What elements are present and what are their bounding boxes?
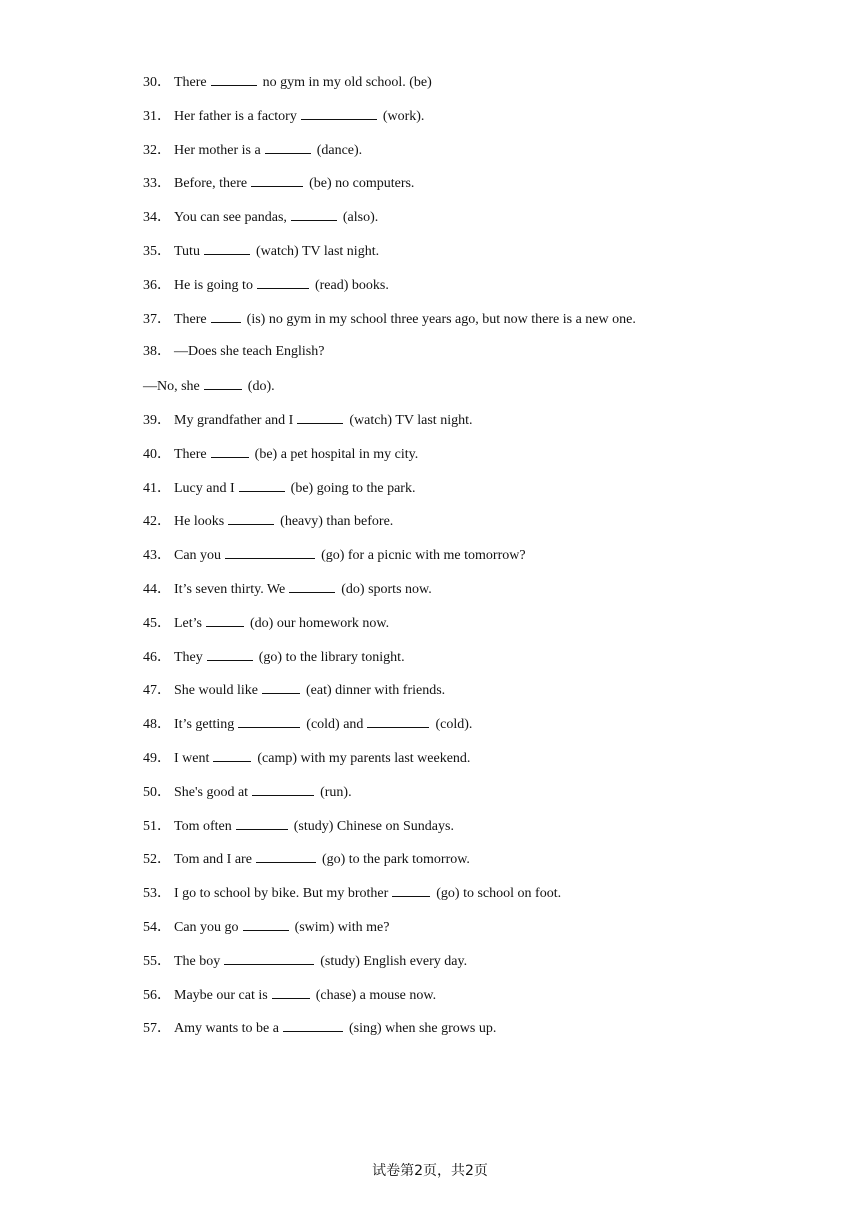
question-number: 35． — [143, 243, 171, 259]
question-text-after: (run). — [320, 784, 352, 800]
question-item — [143, 816, 823, 850]
question-item — [143, 613, 823, 647]
question-item — [143, 579, 823, 613]
answer-blank[interactable] — [283, 1018, 343, 1032]
answer-blank[interactable] — [239, 478, 285, 492]
question-item — [143, 376, 823, 410]
answer-blank[interactable] — [257, 275, 309, 289]
question-text-before: Her father is a factory — [174, 108, 297, 124]
question-item — [143, 444, 823, 478]
answer-blank[interactable] — [301, 106, 377, 120]
question-text-after: (dance). — [316, 142, 363, 158]
question-number: 32． — [143, 142, 171, 158]
question-text-after: (swim) with me? — [294, 919, 390, 935]
question-item — [143, 511, 823, 545]
question-number: 43． — [143, 548, 171, 564]
question-text-before: Can you — [174, 548, 222, 564]
answer-blank[interactable] — [243, 917, 289, 931]
question-text-before: Tutu — [174, 243, 200, 259]
question-item — [143, 140, 823, 174]
answer-blank[interactable] — [206, 613, 244, 627]
question-number: 52． — [143, 852, 171, 868]
question-item — [143, 478, 823, 512]
question-text-after: (read) books. — [314, 277, 389, 293]
question-item — [143, 309, 823, 343]
answer-blank[interactable] — [204, 376, 242, 390]
question-text-before: You can see pandas, — [174, 210, 287, 226]
question-number: 57． — [143, 1021, 171, 1037]
question-item — [143, 951, 823, 985]
question-text-after: (chase) a mouse now. — [315, 987, 437, 1003]
question-text-before: Before, there — [174, 176, 248, 192]
question-number: 46． — [143, 649, 171, 665]
question-number: 44． — [143, 581, 171, 597]
question-item — [143, 748, 823, 782]
question-item — [143, 849, 823, 883]
question-text-before: Amy wants to be a — [174, 1021, 279, 1037]
question-text-before: The boy — [174, 953, 221, 969]
question-item — [143, 173, 823, 207]
question-item — [143, 207, 823, 241]
question-number: 51． — [143, 818, 171, 834]
question-number: 38． — [143, 344, 171, 360]
question-number: 33． — [143, 176, 171, 192]
question-text-before: Can you go — [174, 919, 239, 935]
answer-blank[interactable] — [224, 951, 314, 965]
question-number: 42． — [143, 514, 171, 530]
question-text-before: I go to school by bike. But my brother — [174, 886, 389, 902]
question-text-after: (go) to school on foot. — [436, 886, 562, 902]
question-text-before: There — [174, 311, 207, 327]
question-number: 45． — [143, 615, 171, 631]
question-text-before: They — [174, 649, 203, 665]
question-text-before: Tom often — [174, 818, 232, 834]
answer-blank[interactable] — [291, 207, 337, 221]
question-text-before: She's good at — [174, 784, 249, 800]
question-text-after: (go) to the park tomorrow. — [321, 852, 470, 868]
question-number: 53． — [143, 886, 171, 902]
question-text-before: —Does she teach English? — [174, 344, 325, 360]
question-item — [143, 714, 823, 748]
question-text-before: I went — [174, 750, 210, 766]
question-text-before: Maybe our cat is — [174, 987, 268, 1003]
question-item — [143, 410, 823, 444]
answer-blank[interactable] — [392, 883, 430, 897]
question-number: 36． — [143, 277, 171, 293]
question-number: 34． — [143, 210, 171, 226]
question-text-after: (study) English every day. — [320, 953, 468, 969]
answer-blank[interactable] — [251, 173, 303, 187]
question-text-after: (camp) with my parents last weekend. — [257, 750, 471, 766]
answer-blank[interactable] — [297, 410, 343, 424]
answer-blank[interactable] — [213, 748, 251, 762]
answer-blank[interactable] — [272, 985, 310, 999]
answer-blank[interactable] — [265, 140, 311, 154]
question-number: 47． — [143, 683, 171, 699]
question-text-after: (cold) and — [306, 717, 364, 733]
answer-blank[interactable] — [252, 782, 314, 796]
question-text-after: (go) for a picnic with me tomorrow? — [321, 548, 526, 564]
answer-blank[interactable] — [236, 816, 288, 830]
answer-blank[interactable] — [256, 849, 316, 863]
answer-blank[interactable] — [262, 680, 300, 694]
question-text-before: Tom and I are — [174, 852, 252, 868]
question-text-after: (is) no gym in my school three years ago, but now there is a new one. — [246, 311, 636, 327]
question-text-before: Lucy and I — [174, 480, 235, 496]
question-text-before: Her mother is a — [174, 142, 261, 158]
question-item — [143, 782, 823, 816]
question-item — [143, 106, 823, 140]
answer-blank[interactable] — [367, 714, 429, 728]
question-item — [143, 275, 823, 309]
question-text-before: It’s seven thirty. We — [174, 581, 286, 597]
question-text-before: There — [174, 446, 207, 462]
question-item — [143, 680, 823, 714]
question-text-after: (watch) TV last night. — [349, 412, 473, 428]
question-text-after: (do) sports now. — [341, 581, 432, 597]
question-number: 49． — [143, 750, 171, 766]
question-text-after: (go) to the library tonight. — [258, 649, 405, 665]
question-text-after: (be) going to the park. — [290, 480, 416, 496]
question-number: 41． — [143, 480, 171, 496]
question-text-after: (heavy) than before. — [280, 514, 394, 530]
question-text-after: (work). — [382, 108, 425, 124]
page-footer: 试卷第2页，共2页 — [372, 1163, 488, 1179]
question-item — [143, 72, 823, 106]
question-text-after: (also). — [342, 210, 379, 226]
question-item — [143, 1018, 823, 1052]
question-item — [143, 985, 823, 1019]
question-text-before: He is going to — [174, 277, 253, 293]
question-text-after: (be) no computers. — [309, 176, 415, 192]
question-item — [143, 342, 823, 376]
question-text-after: (watch) TV last night. — [255, 243, 380, 259]
answer-blank[interactable] — [211, 444, 249, 458]
question-item — [143, 241, 823, 275]
answer-blank[interactable] — [211, 72, 257, 86]
answer-blank[interactable] — [238, 714, 300, 728]
question-text-before: There — [174, 75, 207, 90]
answer-blank[interactable] — [289, 579, 335, 593]
question-number: 50． — [143, 784, 171, 800]
question-text-after: (be) a pet hospital in my city. — [254, 446, 419, 462]
question-text-before: She would like — [174, 683, 258, 699]
answer-blank[interactable] — [207, 647, 253, 661]
question-number: 39． — [143, 412, 171, 428]
answer-blank[interactable] — [211, 309, 241, 323]
answer-blank[interactable] — [225, 545, 315, 559]
question-text-after: (cold). — [435, 717, 473, 733]
question-text-after: (sing) when she grows up. — [348, 1021, 497, 1037]
question-number: 54． — [143, 919, 171, 935]
answer-blank[interactable] — [204, 241, 250, 255]
question-item — [143, 647, 823, 681]
question-text-after: (do) our homework now. — [250, 615, 390, 631]
question-number: 55． — [143, 953, 171, 969]
question-number: 56． — [143, 987, 171, 1003]
question-text-after: no gym in my old school. (be) — [262, 75, 432, 90]
question-number: 48． — [143, 717, 171, 733]
question-number: 30． — [143, 75, 171, 90]
question-item — [143, 545, 823, 579]
question-item — [143, 883, 823, 917]
question-text-after: (do). — [247, 379, 275, 395]
question-text-after: (eat) dinner with friends. — [306, 683, 446, 699]
question-text-before: It’s getting — [174, 717, 235, 733]
question-number: 37． — [143, 311, 171, 327]
question-number: 31． — [143, 108, 171, 124]
question-text-before: He looks — [174, 514, 225, 530]
question-number: 40． — [143, 446, 171, 462]
question-text-before: My grandfather and I — [174, 412, 294, 428]
question-text-after: (study) Chinese on Sundays. — [293, 818, 454, 834]
question-text-before: Let’s — [174, 615, 202, 631]
question-text-before: —No, she — [143, 379, 200, 395]
answer-blank[interactable] — [228, 511, 274, 525]
question-item — [143, 917, 823, 951]
question-list — [143, 72, 823, 1052]
